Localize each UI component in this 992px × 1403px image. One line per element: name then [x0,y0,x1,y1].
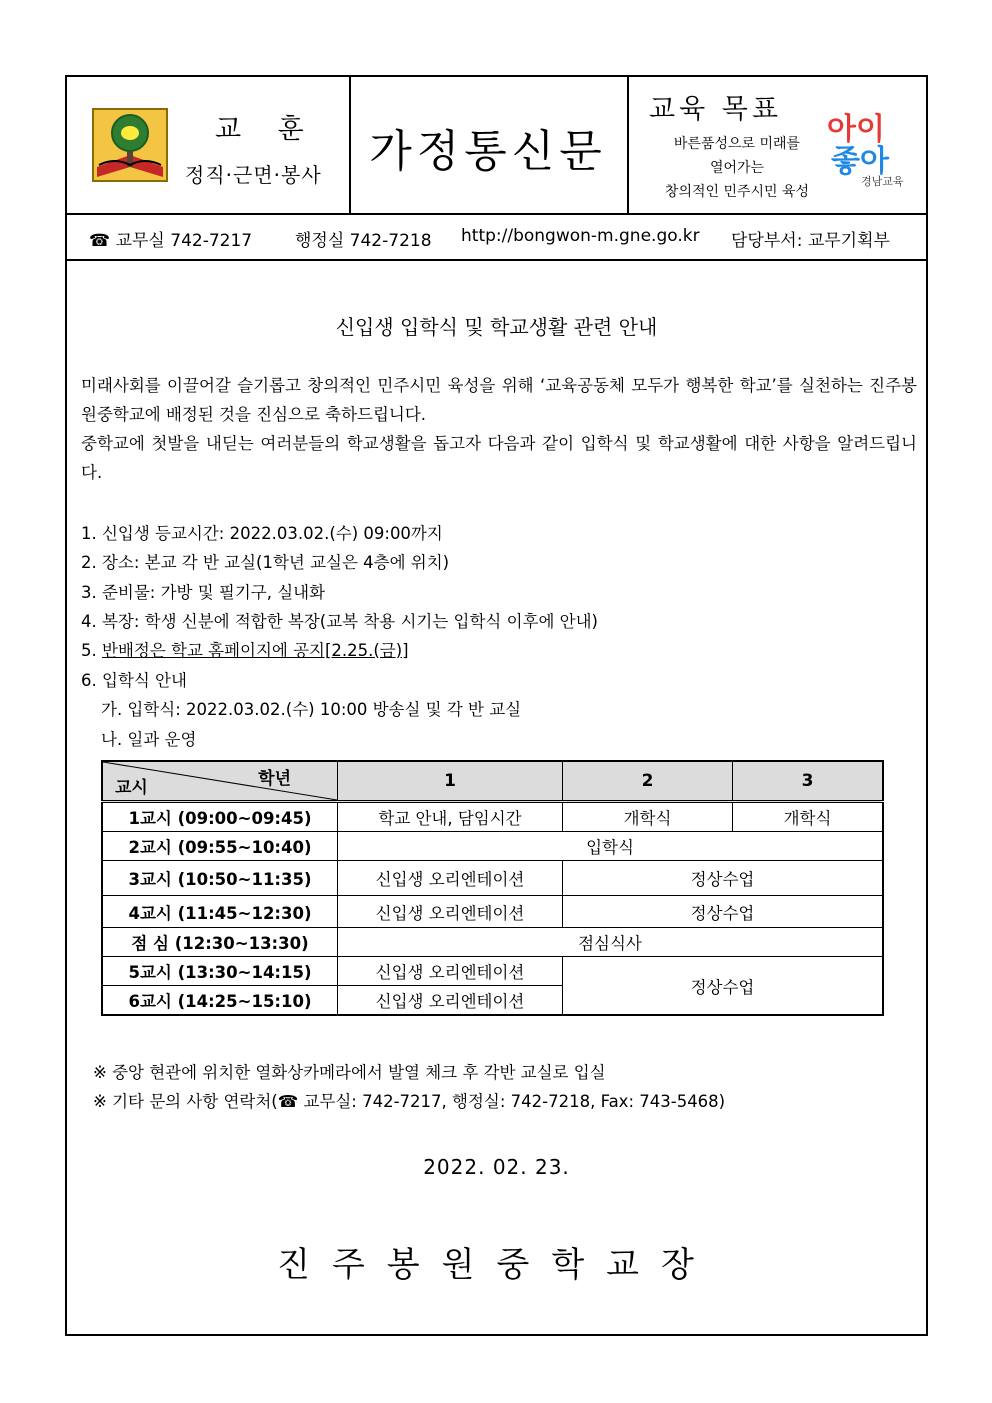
table-row [102,957,883,986]
period-cell: 2교시 (09:55~10:40) [102,832,338,861]
corner-period-label: 교시 [115,778,148,798]
logo-text-1: 아이 [827,112,885,147]
list-item-2: 2. 장소: 본교 각 반 교실(1학년 교실은 4층에 위치) [81,553,450,572]
grade-2-header: 2 [563,761,733,802]
grade-1-cell: 신입생 오리엔테이션 [338,861,563,896]
admin-phone: 행정실 742-7218 [295,231,432,251]
paper-title: 가정통신문 [369,126,607,177]
school-emblem-icon [91,107,169,183]
list-item-3: 3. 준비물: 가방 및 필기구, 실내화 [81,583,326,602]
grade-1-cell: 신입생 오리엔테이션 [338,986,563,1016]
homepage-link[interactable]: http://bongwon-m.gne.go.kr [461,226,700,246]
corner-cell [102,761,338,802]
table-row [102,832,883,861]
list-item-6: 6. 입학식 안내 [81,671,187,690]
list-item-4: 4. 복장: 학생 신분에 적합한 복장(교복 착용 시기는 입학식 이후에 안내) [81,612,598,631]
goal-line-3: 창의적인 민주시민 육성 [664,184,810,200]
grade-2-3-cell: 정상수업 [563,957,884,1016]
grade-3-cell: 개학식 [733,802,884,832]
education-goal-cell [627,77,926,213]
grade-1-header: 1 [338,761,563,802]
period-cell: 점 심 (12:30~13:30) [102,928,338,957]
grade-2-3-cell: 정상수업 [563,896,884,928]
list-item-5 [81,637,409,661]
grade-3-header: 3 [733,761,884,802]
office-phone: ☎ 교무실 742-7217 [89,231,253,251]
motto-body: 정직·근면·봉사 [185,163,322,187]
grade-2-cell: 개학식 [563,802,733,832]
grade-1-cell: 학교 안내, 담임시간 [338,802,563,832]
period-cell: 4교시 (11:45~12:30) [102,896,338,928]
contact-bar [67,213,926,261]
motto-title: 교 훈 [215,114,318,145]
period-cell: 5교시 (13:30~14:15) [102,957,338,986]
all-grades-cell: 입학식 [338,832,884,861]
intro-paragraph-2: 중학교에 첫발을 내딛는 여러분들의 학교생활을 돕고자 다음과 같이 입학식 및 학교생활에 대한 사항을 알려드립니다. [81,434,917,482]
period-cell: 1교시 (09:00~09:45) [102,802,338,832]
grade-1-cell: 신입생 오리엔테이션 [338,896,563,928]
schedule-table [101,760,884,1016]
intro-paragraph: 미래사회를 이끌어갈 슬기롭고 창의적인 민주시민 육성을 위해 ‘교육공동체 모두가 행복한 학교’를 실천하는 진주봉원중학교에 배정된 것을 진심으로 축하드립니다. [81,376,917,424]
logo-text-2: 좋아 [831,144,889,179]
period-cell: 3교시 (10:50~11:35) [102,861,338,896]
list-item-6b: 나. 일과 운영 [101,730,197,749]
letterhead [67,77,926,215]
school-motto-cell [67,77,351,213]
table-row [102,802,883,832]
gyeongnam-education-logo [823,105,919,187]
list-item-1: 1. 신입생 등교시간: 2022.03.02.(수) 09:00까지 [81,524,443,543]
all-grades-cell: 점심식사 [338,928,884,957]
table-row [102,896,883,928]
notice-title: 신입생 입학식 및 학교생활 관련 안내 [335,315,658,339]
note-2: ※ 기타 문의 사항 연락처(☎ 교무실: 742-7217, 행정실: 742-7218, Fax: 743-5468) [93,1092,726,1111]
table-row [102,861,883,896]
goal-title: 교육 목표 [649,94,782,125]
logo-text-3: 경남교육 [861,175,904,187]
table-row [102,928,883,957]
period-cell: 6교시 (14:25~15:10) [102,986,338,1016]
paper-title-cell [349,77,629,213]
corner-grade-label: 학년 [258,769,291,789]
document-frame [65,75,928,1336]
grade-1-cell: 신입생 오리엔테이션 [338,957,563,986]
issue-date: 2022. 02. 23. [423,1155,570,1179]
department: 담당부서: 교무기획부 [731,231,890,251]
grade-2-3-cell: 정상수업 [563,861,884,896]
note-1: ※ 중앙 현관에 위치한 열화상카메라에서 발열 체크 후 각반 교실로 입실 [93,1063,606,1082]
list-item-5-text: 반배정은 학교 홈페이지에 공지[2.25.(금)] [102,641,409,660]
table-header-row [102,761,883,802]
principal-signature: 진주봉원중학교장 [277,1245,716,1285]
goal-line-1: 바른품성으로 미래를 [673,136,801,152]
list-item-6a: 가. 입학식: 2022.03.02.(수) 10:00 방송실 및 각 반 교실 [101,700,522,719]
list-item-5-number: 5. [81,641,102,660]
goal-line-2: 열어가는 [709,160,765,176]
